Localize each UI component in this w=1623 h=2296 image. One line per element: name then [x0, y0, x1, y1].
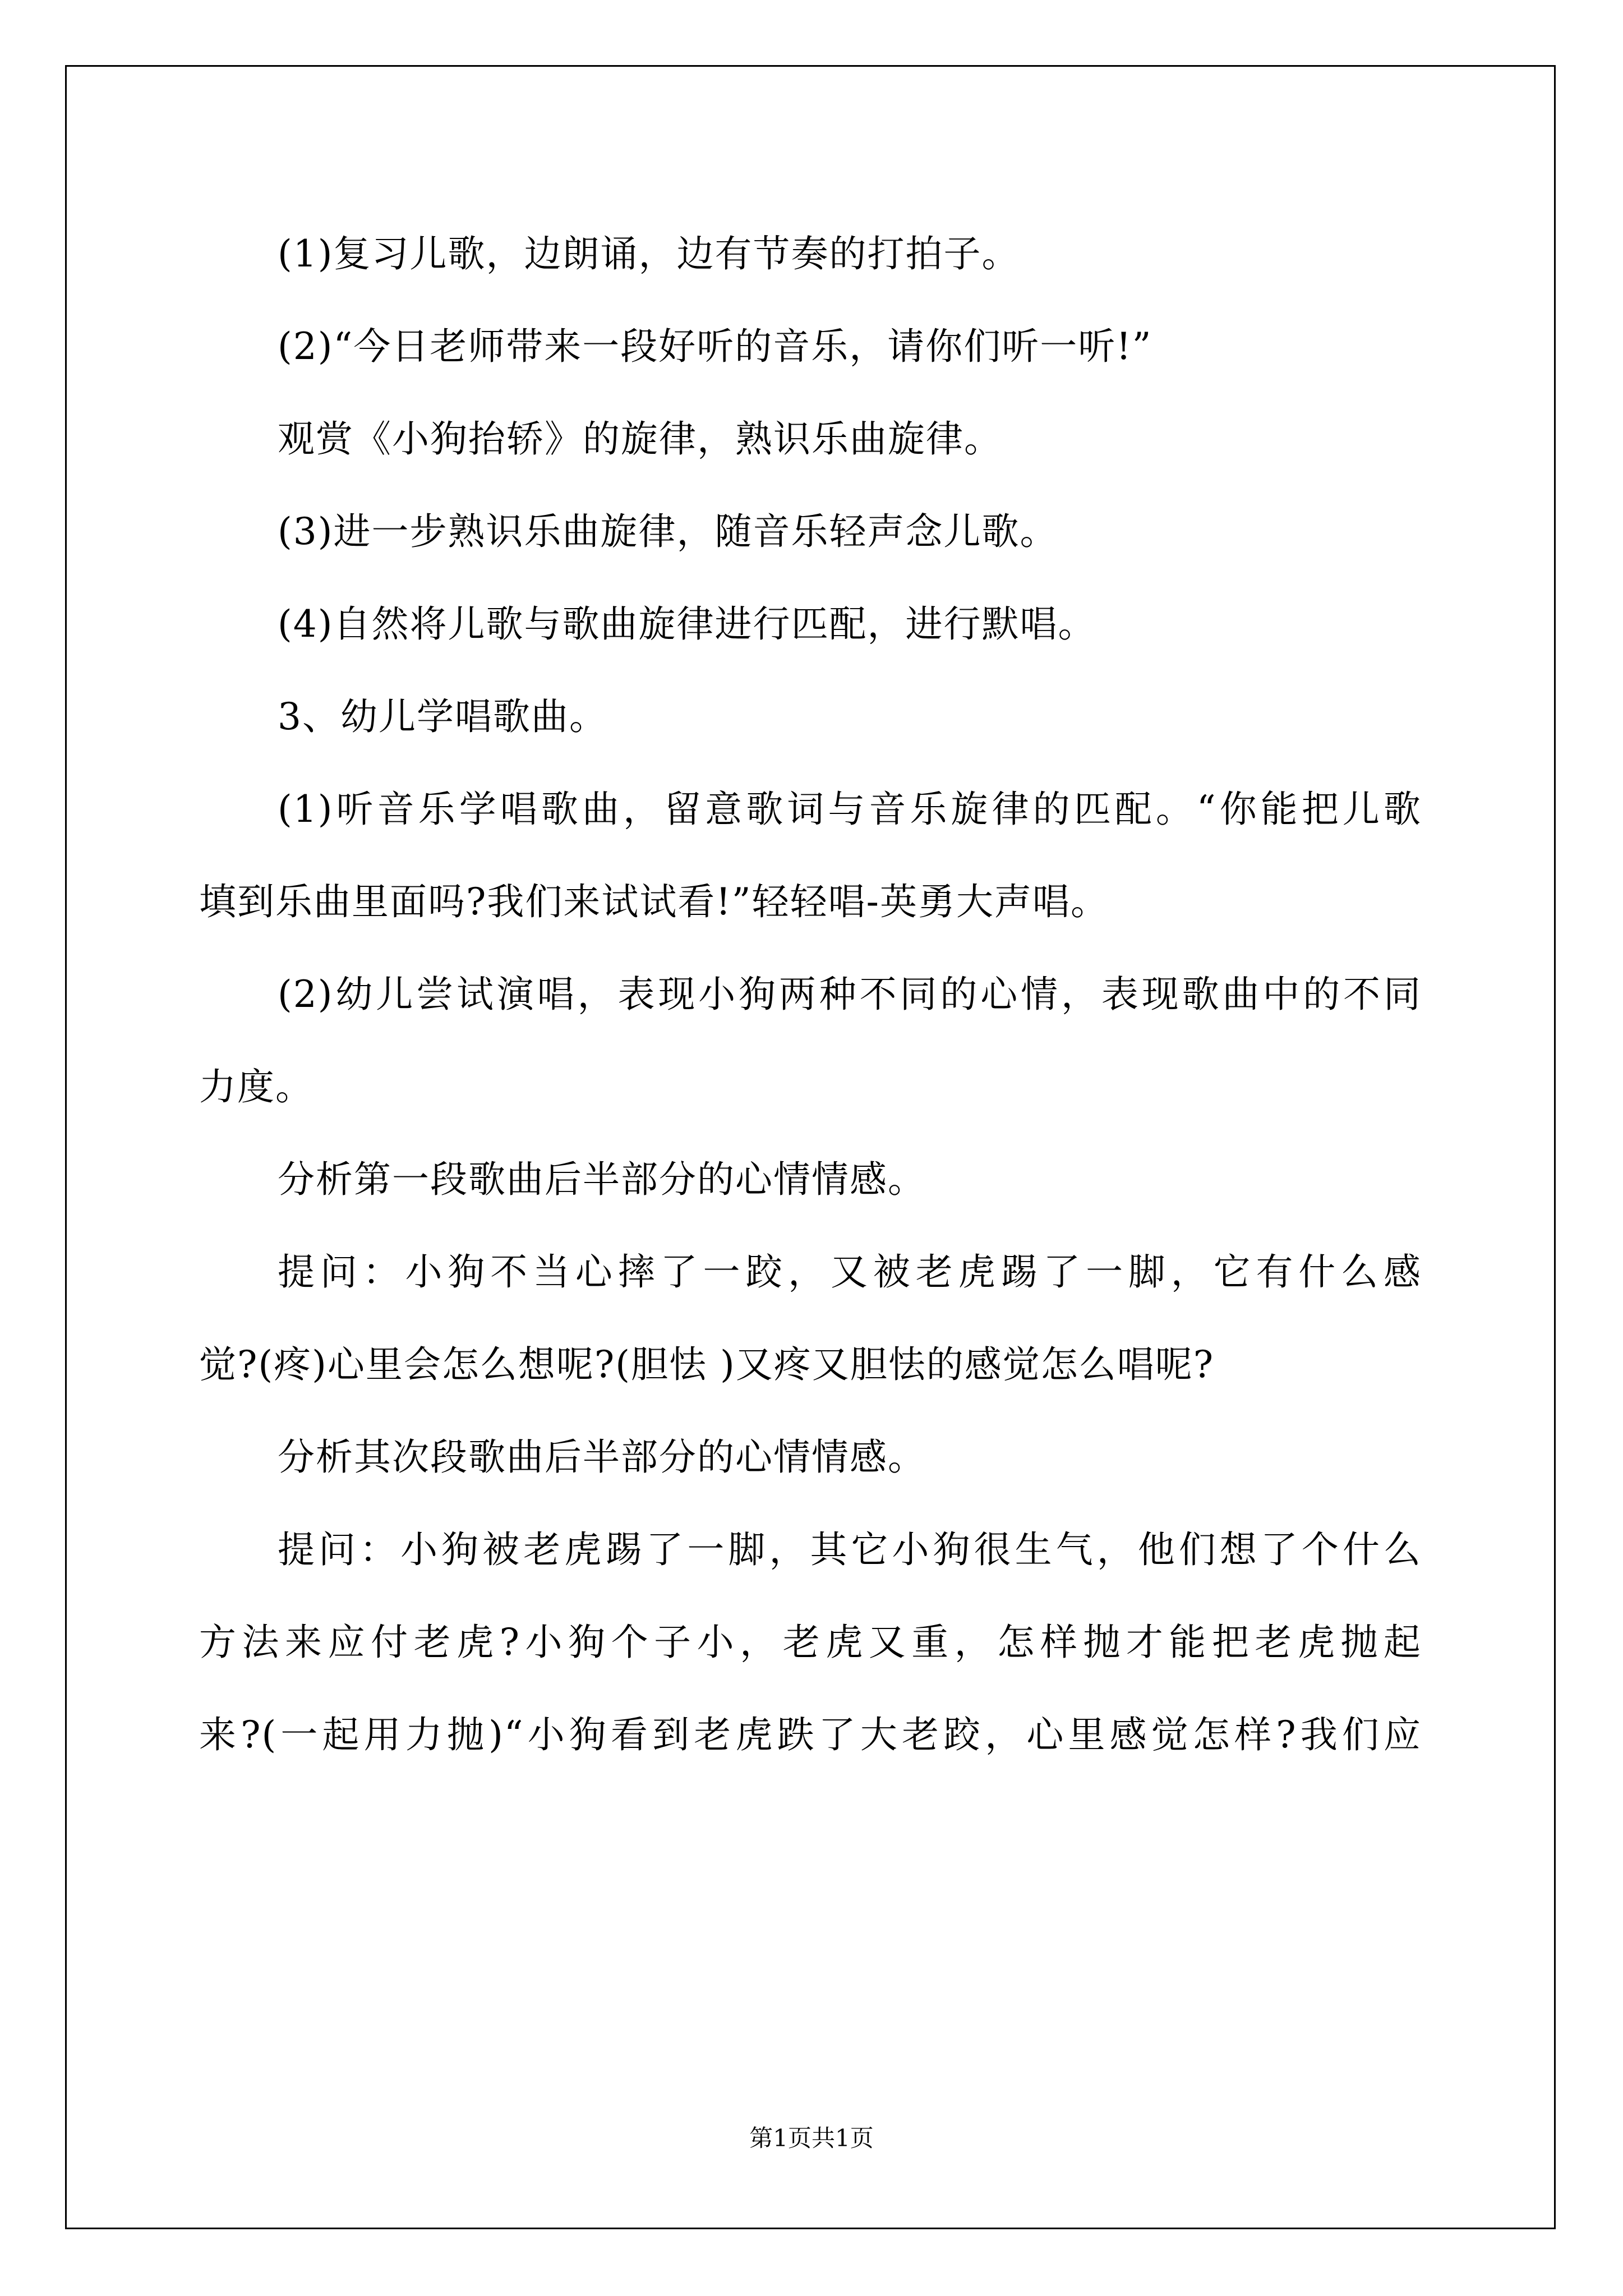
document-body	[199, 208, 1422, 1781]
paragraph-line: (2)“今日老师带来一段好听的音乐，请你们听一听!”	[278, 325, 1152, 368]
page-footer	[0, 2122, 1623, 2155]
paragraph-line: 来?(一起用力抛)“小狗看到老虎跌了大老跤，心里感觉怎样?我们应	[199, 1713, 1422, 1756]
paragraph-line: 分析第一段歌曲后半部分的心情情感。	[278, 1158, 926, 1201]
section-heading: 3、幼儿学唱歌曲。	[278, 695, 607, 738]
paragraph-line: 提问：小狗不当心摔了一跤，又被老虎踢了一脚，它有什么感	[278, 1250, 1422, 1294]
paragraph-line: 力度。	[199, 1065, 313, 1108]
paragraph-line: (4)自然将儿歌与歌曲旋律进行匹配，进行默唱。	[278, 602, 1096, 646]
paragraph-line: (1)复习儿歌，边朗诵，边有节奏的打拍子。	[278, 232, 1020, 275]
paragraph-line: (2)幼儿尝试演唱，表现小狗两种不同的心情，表现歌曲中的不同	[278, 973, 1422, 1016]
paragraph-line: 分析其次段歌曲后半部分的心情情感。	[278, 1435, 926, 1479]
paragraph-line: 方法来应付老虎?小狗个子小，老虎又重，怎样抛才能把老虎抛起	[199, 1621, 1422, 1664]
paragraph-line: 觉?(疼)心里会怎么想呢?(胆怯 )又疼又胆怯的感觉怎么唱呢?	[199, 1343, 1215, 1386]
page-number: 第1页	[749, 2124, 811, 2152]
page-total: 共1页	[811, 2124, 874, 2152]
paragraph-line: 填到乐曲里面吗?我们来试试看!”轻轻唱-英勇大声唱。	[199, 880, 1109, 923]
paragraph-line: (1)听音乐学唱歌曲，留意歌词与音乐旋律的匹配。“你能把儿歌	[278, 788, 1422, 831]
paragraph-line: (3)进一步熟识乐曲旋律，随音乐轻声念儿歌。	[278, 510, 1058, 553]
paragraph-line: 提问：小狗被老虎踢了一脚，其它小狗很生气，他们想了个什么	[278, 1528, 1422, 1571]
paragraph-line: 观赏《小狗抬轿》的旋律，熟识乐曲旋律。	[278, 417, 1002, 461]
